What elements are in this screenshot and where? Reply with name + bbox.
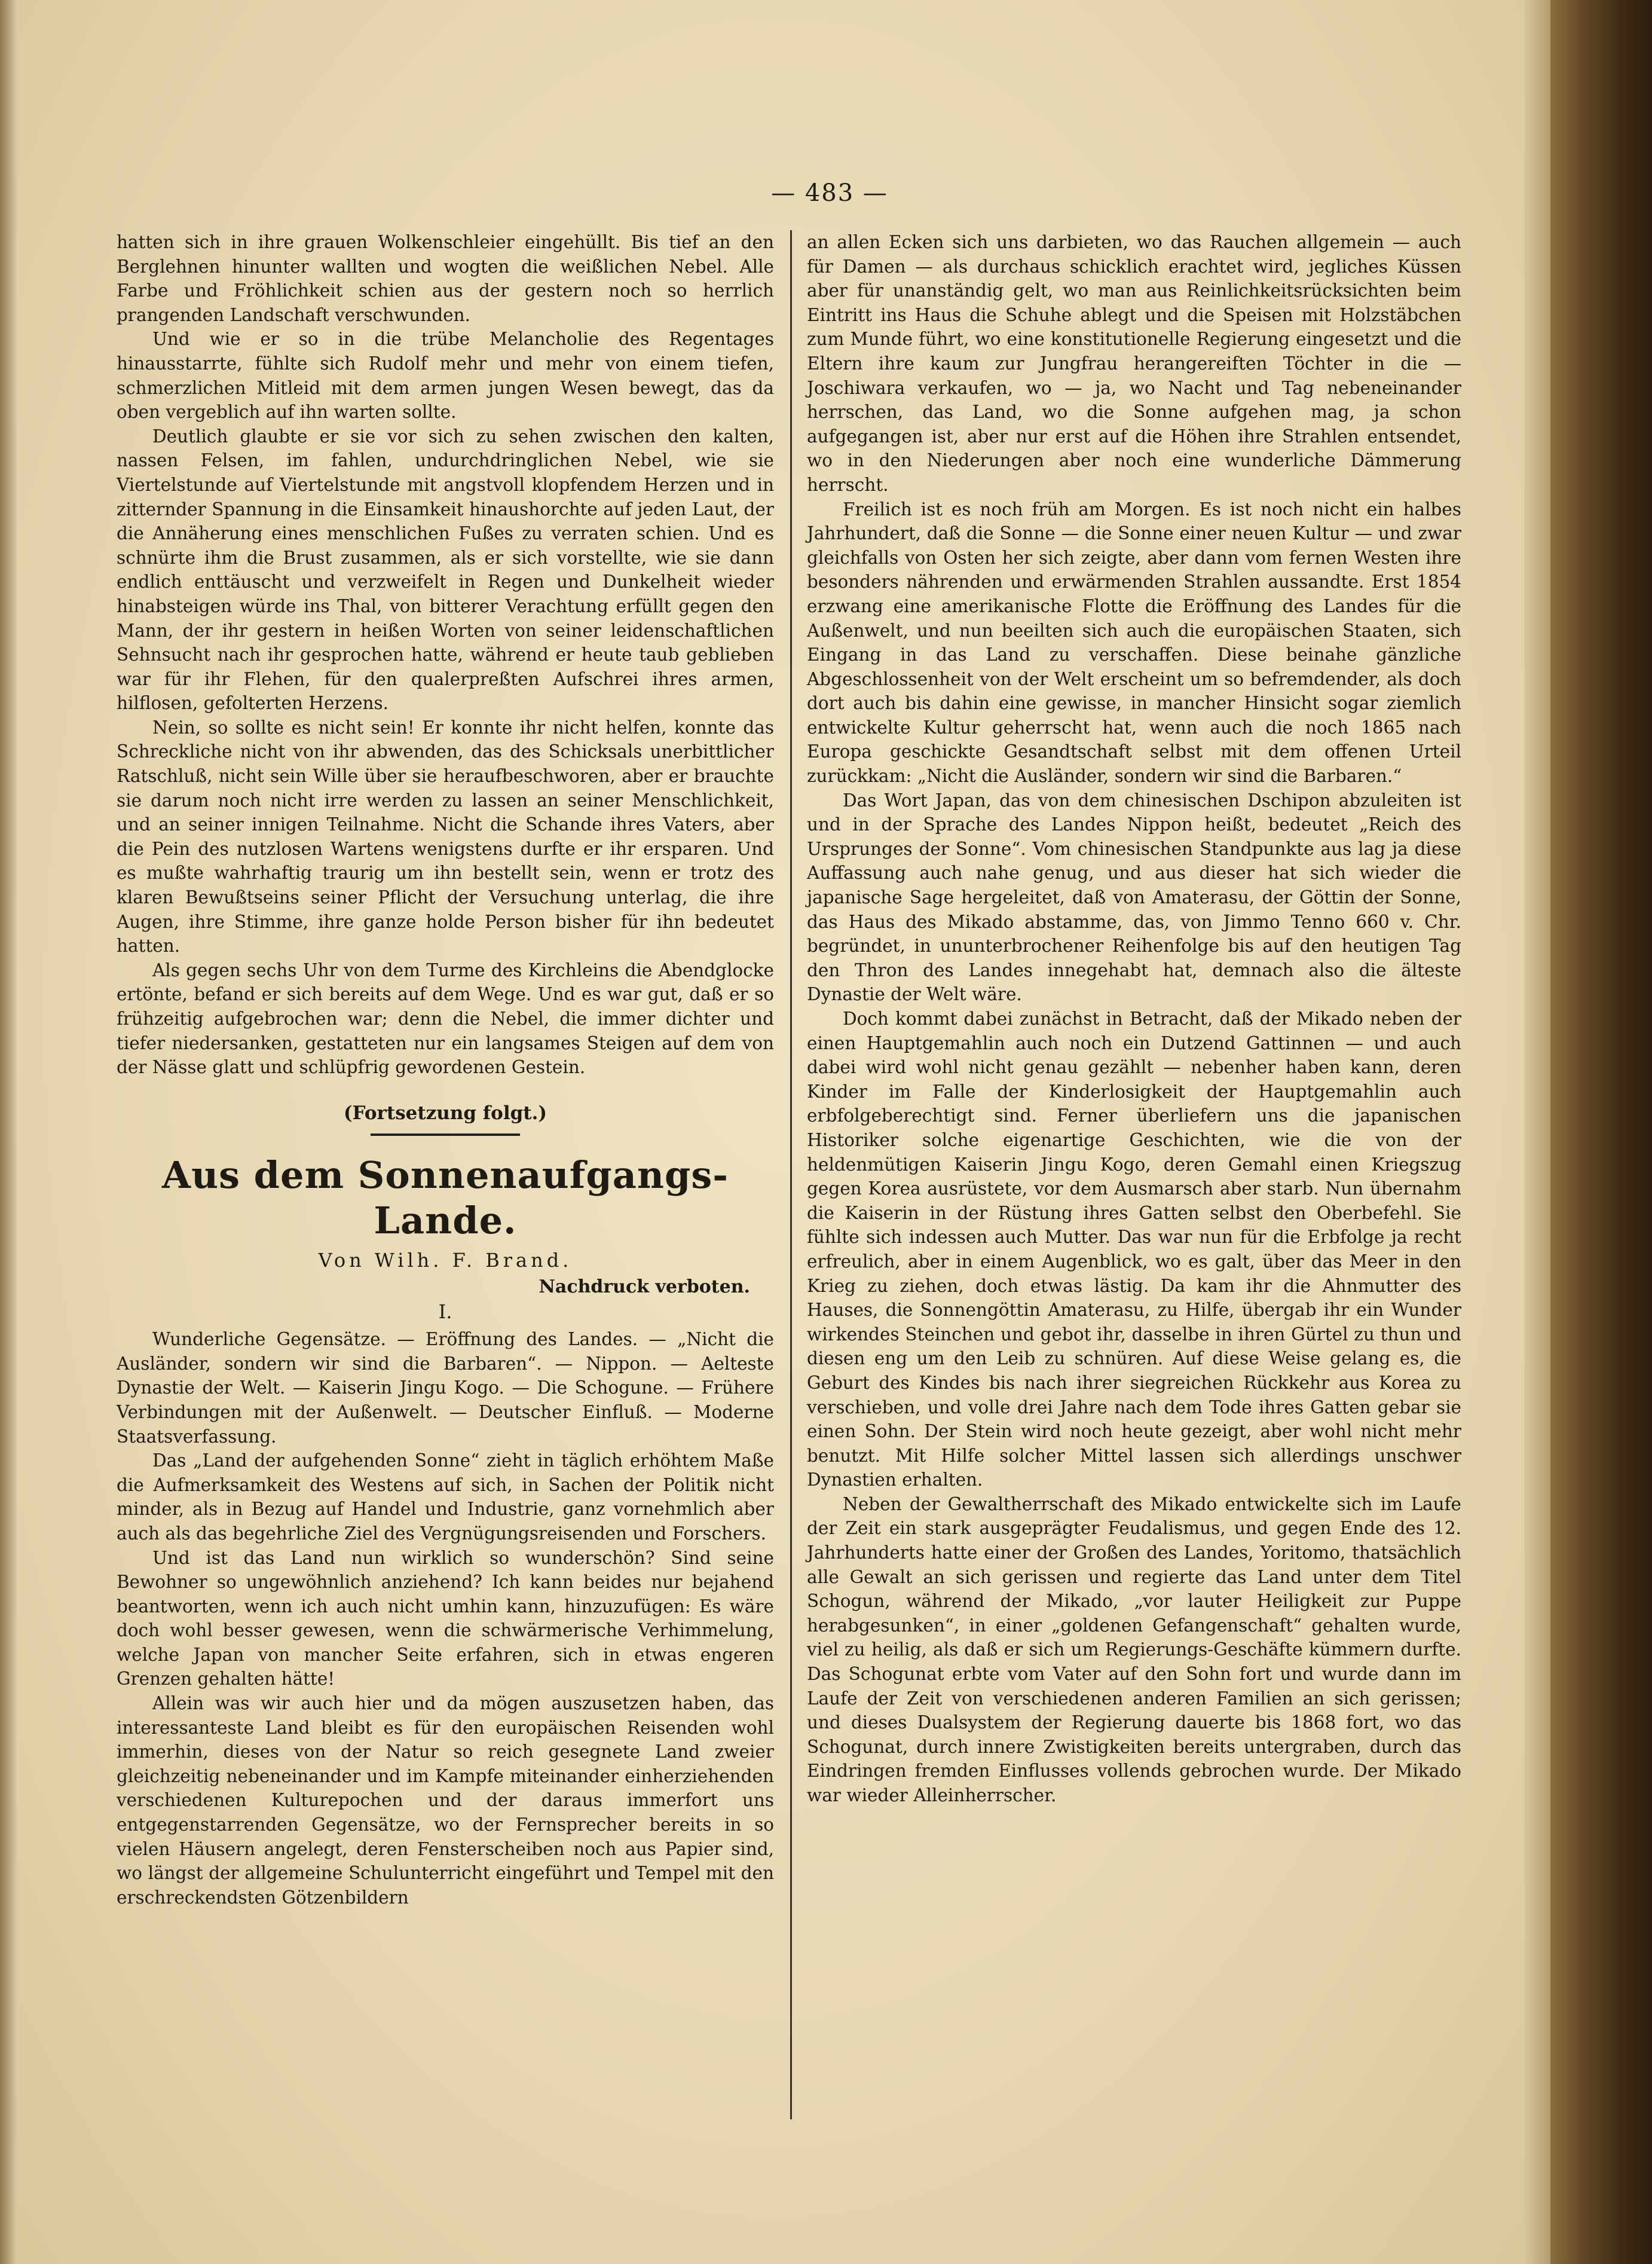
continuation-note: (Fortsetzung folgt.) <box>343 1102 547 1124</box>
book-spine <box>1550 0 1652 2264</box>
article-paragraph: Doch kommt dabei zunächst in Betracht, daß der Mikado neben der einen Hauptgemahlin auch noch ein Dutzend Gattinnen — und auch dabei wird wohl nicht genau gezählt — nebenher haben kann, deren Kinder im Falle der Kinderlosigkeit der Hauptgemahlin auch erbfolgeberechtigt sind. Ferner überliefern uns die japanischen Historiker solche eigenartige Geschichten, wie die von der heldenmütigen Kaiserin Jingu Kogo, deren Gemahl einen Kriegszug gegen Korea ausrüstete, vor dem Ausmarsch aber starb. Nun übernahm die Kaiserin in der Rüstung ihres Gatten selbst den Oberbefehl. Sie fühlte sich indessen auch Mutter. Das war nun für die Erbfolge ja recht erfreulich, aber in einem Augenblick, wo es galt, über das Meer in den Krieg zu ziehen, doch etwas lästig. Da kam ihr die Ahnmutter des Hauses, die Sonnengöttin Amaterasu, zu Hilfe, übergab ihr ein Wunder wirkendes Steinchen und gebot ihr, dasselbe in ihren Gürtel zu thun und diesen eng um den Leib zu schnüren. Auf diese Weise gelang es, die Geburt des Kindes bis nach ihrer siegreichen Rückkehr aus Korea zu verschieben, und volle drei Jahre nach dem Tode ihres Gatten gebar sie einen Sohn. Der Stein wird noch heute gezeigt, aber wohl nicht mehr benutzt. Mit Hilfe solcher Mittel lassen sich allerdings unschwer Dynastien erhalten. <box>807 1009 1461 1490</box>
story-paragraph: Als gegen sechs Uhr von dem Turme des Kirchleins die Abendglocke ertönte, befand er sich bereits auf dem Wege. Und es war gut, daß er so frühzeitig aufgebrochen war; denn die Nebel, die immer dichter und tiefer niedersanken, gestatteten nur ein langsames Steigen auf dem von der Nässe glatt und schlüpfrig gewordenen Gestein. <box>117 960 774 1078</box>
article-title: Aus dem Sonnenaufgangs-Lande. <box>162 1153 729 1243</box>
story-paragraph: Nein, so sollte es nicht sein! Er konnte ihr nicht helfen, konnte das Schreckliche nicht von ihr abwenden, das des Schicksals unerbittlicher Ratschluß, nicht sein Wille über sie heraufbeschworen, aber er brauchte sie darum noch nicht irre werden zu lassen an seiner Menschlichkeit, und an seiner innigen Teilnahme. Nicht die Schande ihres Vaters, aber die Pein des nutzlosen Wartens wenigstens durfte er ihr ersparen. Und es mußte wahrhaftig traurig um ihn bestellt sein, wenn er trotz des klaren Bewußtseins seiner Pflicht der Versuchung unterlag, die ihre Augen, ihre Stimme, ihre ganze holde Person bisher für ihn bedeutet hatten. <box>117 717 774 957</box>
article-paragraph: Neben der Gewaltherrschaft des Mikado entwickelte sich im Laufe der Zeit ein stark ausgeprägter Feudalismus, und gegen Ende des 12. Jahrhunderts hatte einer der Großen des Landes, Yoritomo, thatsächlich alle Gewalt an sich gerissen und regierte das Land unter dem Titel Schogun, während der Mikado, „vor lauter Heiligkeit zur Puppe herabgesunken“, in einer „goldenen Gefangenschaft“ gehalten wurde, viel zu heilig, als daß er sich um Regierungs-Geschäfte kümmern durfte. Das Schogunat erbte vom Vater auf den Sohn fort und wurde dann im Laufe der Zeit von verschiedenen anderen Familien an sich gerissen; und dieses Dualsystem der Regierung dauerte bis 1868 fort, wo das Schogunat, durch innere Zwistigkeiten bereits untergraben, durch das Eindringen fremden Einflusses vollends gebrochen wurde. Der Mikado war wieder Alleinherrscher. <box>807 1493 1461 1805</box>
article-paragraph: an allen Ecken sich uns darbieten, wo das Rauchen allgemein — auch für Damen — als durchaus schicklich erachtet wird, jegliches Küssen aber für unanständig gelt, wo man aus Reinlichkeitsrücksichten beim Eintritt ins Haus die Schuhe ablegt und die Speisen mit Holzstäbchen zum Munde führt, wo eine konstitutionelle Regierung eingesetzt und die Eltern ihre kaum zur Jungfrau herangereiften Töchter in die — Joschiwara verkaufen, wo — ja, wo Nacht und Tag nebeneinander herrschen, das Land, wo die Sonne aufgehen mag, ja schon aufgegangen ist, aber nur erst auf die Höhen ihre Strahlen entsendet, wo in den Niederungen aber noch eine wunderliche Dämmerung herrscht. <box>807 232 1461 495</box>
story-paragraph: Deutlich glaubte er sie vor sich zu sehen zwischen den kalten, nassen Felsen, im fahlen, undurchdringlichen Nebel, wie sie Viertelstunde auf Viertelstunde mit angstvoll klopfendem Herzen und in zitternder Spannung in die Einsamkeit hinaushorchte auf jeden Laut, der die Annäherung eines menschlichen Fußes zu verraten schien. Und es schnürte ihm die Brust zusammen, als er sich vorstellte, wie sie dann endlich enttäuscht und verzweifelt in Regen und Dunkelheit wieder hinabsteigen würde ins Thal, von bitterer Verachtung erfüllt gegen den Mann, der ihr gestern in heißen Worten von seiner leidenschaftlichen Sehnsucht nach ihr gesprochen hatte, während er heute taub geblieben war für ihr Flehen, für den qualerpreßten Aufschrei ihres armen, hilflosen, gefolterten Herzens. <box>117 426 774 714</box>
article-byline: Von Wilh. F. Brand. <box>318 1249 573 1272</box>
article-paragraph: Freilich ist es noch früh am Morgen. Es ist noch nicht ein halbes Jahrhundert, daß die Sonne — die Sonne einer neuen Kultur — und zwar gleichfalls von Osten her sich zeigte, aber dann vom fernen Westen ihre besonders nährenden und erwärmenden Strahlen aussandte. Erst 1854 erzwang eine amerikanische Flotte die Eröffnung des Landes für die Außenwelt, und nun beeilten sich auch die europäischen Staaten, sich Eingang in das Land zu verschaffen. Diese beinahe gänzliche Abgeschlossenheit von der Welt erscheint um so befremdender, als doch dort auch bis dahin eine gewisse, in mancher Hinsicht sogar ziemlich entwickelte Kultur geherrscht hat, wenn auch die noch 1865 nach Europa geschickte Gesandtschaft selbst mit dem offenen Urteil zurückkam: „Nicht die Ausländer, sondern wir sind die Barbaren.“ <box>807 499 1461 787</box>
article-paragraph: Und ist das Land nun wirklich so wunderschön? Sind seine Bewohner so ungewöhnlich anziehend? Ich kann beides nur bejahend beantworten, wenn ich auch nicht umhin kann, hinzuzufügen: Es wäre doch wohl besser gewesen, wenn die schwärmerische Verhimmelung, welche Japan von mancher Seite erfahren, sich in etwas engeren Grenzen gehalten hätte! <box>117 1547 774 1689</box>
left-column <box>117 230 774 1909</box>
column-divider <box>790 230 792 2119</box>
right-column <box>807 230 1461 1808</box>
article-paragraph: Allein was wir auch hier und da mögen auszusetzen haben, das interessanteste Land bleibt es für den europäischen Reisenden wohl immerhin, dieses von der Natur so reich gesegnete Land zweier gleichzeitig nebeneinander und im Kampfe miteinander einherziehenden verschiedenen Kulturepochen und der daraus immerfort uns entgegenstarrenden Gegensätze, wo der Fernsprecher bereits in so vielen Häusern angelegt, deren Fensterscheiben noch aus Papier sind, wo längst der allgemeine Schulunterricht eingeführt und Tempel mit den erschreckendsten Götzenbildern <box>117 1693 774 1908</box>
chapter-summary: Wunderliche Gegensätze. — Eröffnung des Landes. — „Nicht die Ausländer, sondern wir sind die Barbaren“. — Nippon. — Aelteste Dynastie der Welt. — Kaiserin Jingu Kogo. — Die Schogune. — Frühere Verbindungen mit der Außenwelt. — Deutscher Einfluß. — Moderne Staatsverfassung. <box>117 1329 774 1447</box>
story-paragraph: Und wie er so in die trübe Melancholie des Regentages hinausstarrte, fühlte sich Rudolf mehr und mehr von einem tiefen, schmerzlichen Mitleid mit dem armen jungen Wesen bewegt, das da oben vergeblich auf ihn warten sollte. <box>117 329 774 423</box>
reprint-notice: Nachdruck verboten. <box>539 1276 750 1297</box>
section-rule <box>371 1133 520 1136</box>
article-paragraph: Das „Land der aufgehenden Sonne“ zieht in täglich erhöhtem Maße die Aufmerksamkeit des Westens auf sich, in Sachen der Politik nicht minder, als in Bezug auf Handel und Industrie, ganz vornehmlich aber auch als das begehrliche Ziel des Vergnügungsreisenden und Forschers. <box>117 1450 774 1544</box>
article-paragraph: Das Wort Japan, das von dem chinesischen Dschipon abzuleiten ist und in der Sprache des Landes Nippon heißt, bedeutet „Reich des Ursprunges der Sonne“. Vom chinesischen Standpunkte aus lag ja diese Auffassung auch nahe genug, und aus dieser hat sich wieder die japanische Sage hergeleitet, daß von Amaterasu, der Göttin der Sonne, das Haus des Mikado abstamme, das, von Jimmo Tenno 660 v. Chr. begründet, in ununterbrochener Reihenfolge bis auf den heutigen Tag den Thron des Landes innegehabt hat, demnach also die älteste Dynastie der Welt wäre. <box>807 790 1461 1005</box>
page-edge <box>1524 0 1550 2264</box>
page-number: — 483 — <box>771 179 888 207</box>
section-number: I. <box>438 1300 452 1323</box>
left-margin-shadow <box>0 0 17 2264</box>
story-paragraph: hatten sich in ihre grauen Wolkenschleier eingehüllt. Bis tief an den Berglehnen hinunter wallten und wogten die weißlichen Nebel. Alle Farbe und Fröhlichkeit schien aus der gestern noch so herrlich prangenden Landschaft verschwunden. <box>117 232 774 325</box>
